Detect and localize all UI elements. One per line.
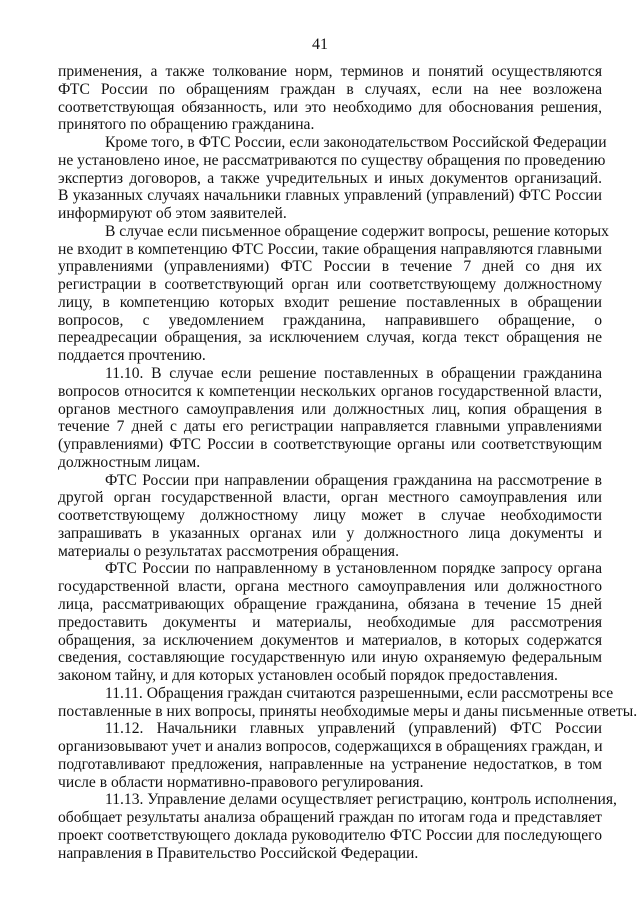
text-line: проект соответствующего доклада руководителю ФТС России для последующего	[58, 826, 602, 844]
text-line: вопросов, с уведомлением гражданина, направившего обращение, о	[58, 311, 602, 329]
paragraph	[58, 720, 602, 791]
text-line: поддается прочтению.	[58, 347, 206, 365]
paragraph	[58, 63, 602, 134]
text-line: 11.12. Начальники главных управлений (управлений) ФТС России	[105, 720, 602, 738]
text-line: числе в области нормативно-правового регулирования.	[58, 773, 424, 791]
text-line: 11.10. В случае если решение поставленных в обращении гражданина	[105, 365, 602, 383]
paragraph	[58, 365, 602, 472]
document-body	[58, 63, 638, 862]
text-line: информируют об этом заявителей.	[58, 205, 287, 223]
text-line: органов местного самоуправления или должностных лиц, копия обращения в	[58, 400, 602, 418]
paragraph	[58, 560, 602, 684]
text-line: применения, а также толкование норм, терминов и понятий осуществляются	[58, 63, 602, 80]
text-line: должностным лицам.	[58, 453, 201, 471]
paragraph	[58, 791, 617, 862]
text-line: течение 7 дней с даты его регистрации направляется главными управлениями	[58, 418, 602, 436]
paragraph	[58, 684, 638, 721]
text-line: государственной власти, органа местного самоуправления или должностного	[58, 578, 602, 596]
paragraph	[58, 472, 602, 561]
paragraph	[58, 222, 609, 365]
text-line: (управлениями) ФТС России в соответствующие органы или соответствующим	[58, 436, 602, 454]
text-line: лица, рассматривающих обращение гражданина, обязана в течение 15 дней	[58, 595, 602, 613]
text-line: сведения, составляющие государственную или иную охраняемую федеральным	[58, 649, 602, 667]
text-line: ФТС России по обращениям граждан в случаях, если на нее возложена	[58, 80, 602, 98]
text-line: Кроме того, в ФТС России, если законодательством Российской Федерации	[105, 134, 607, 152]
text-line: принятого по обращению гражданина.	[58, 116, 315, 134]
text-line: другой орган государственной власти, орган местного самоуправления или	[58, 489, 602, 507]
text-line: соответствующему должностному лицу может в случае необходимости	[58, 507, 602, 525]
text-line: не входит в компетенцию ФТС России, такие обращения направляются главными	[58, 240, 602, 258]
text-line: 11.11. Обращения граждан считаются разрешенными, если рассмотрены все	[105, 684, 614, 702]
text-line: соответствующая обязанность, или это необходимо для обоснования решения,	[58, 98, 602, 116]
text-line: экспертиз договоров, а также учредительных и иных документов организаций.	[58, 169, 602, 187]
text-line: подготавливают предложения, направленные на устранение недостатков, в том	[58, 755, 602, 773]
text-line: обращения, за исключением документов и материалов, в которых содержатся	[58, 631, 602, 649]
text-line: ФТС России по направленному в установленном порядке запросу органа	[105, 560, 602, 578]
page-number: 41	[312, 36, 328, 53]
text-line: материалы о результатах рассмотрения обращения.	[58, 542, 400, 560]
text-line: запрашивать в указанных органах или у должностного лица документы и	[58, 524, 602, 542]
text-line: В указанных случаях начальники главных управлений (управлений) ФТС России	[58, 187, 602, 205]
text-line: поставленные в них вопросы, приняты необходимые меры и даны письменные ответы.	[58, 702, 638, 720]
text-line: 11.13. Управление делами осуществляет регистрацию, контроль исполнения,	[105, 791, 617, 809]
text-line: В случае если письменное обращение содержит вопросы, решение которых	[105, 222, 609, 240]
text-line: организовывают учет и анализ вопросов, содержащихся в обращениях граждан, и	[58, 738, 603, 756]
text-line: не установлено иное, не рассматриваются по существу обращения по проведению	[58, 151, 606, 169]
text-line: предоставить документы и материалы, необходимые для рассмотрения	[58, 613, 602, 631]
text-line: обобщает результаты анализа обращений граждан по итогам года и представляет	[58, 809, 602, 827]
text-line: лицу, в компетенцию которых входит решение поставленных в обращении	[58, 293, 602, 311]
paragraph	[58, 134, 607, 223]
text-line: направления в Правительство Российской Федерации.	[58, 844, 419, 862]
text-line: управлениями (управлениями) ФТС России в течение 7 дней со дня их	[58, 258, 602, 276]
text-line: ФТС России при направлении обращения гражданина на рассмотрение в	[105, 471, 602, 489]
text-line: вопросов относится к компетенции нескольких органов государственной власти,	[58, 382, 602, 400]
text-line: переадресации обращения, за исключением случая, когда текст обращения не	[58, 329, 602, 347]
text-line: регистрации в соответствующий орган или соответствующему должностному	[58, 276, 602, 294]
text-line: законом тайну, и для которых установлен особый порядок предоставления.	[58, 667, 558, 685]
